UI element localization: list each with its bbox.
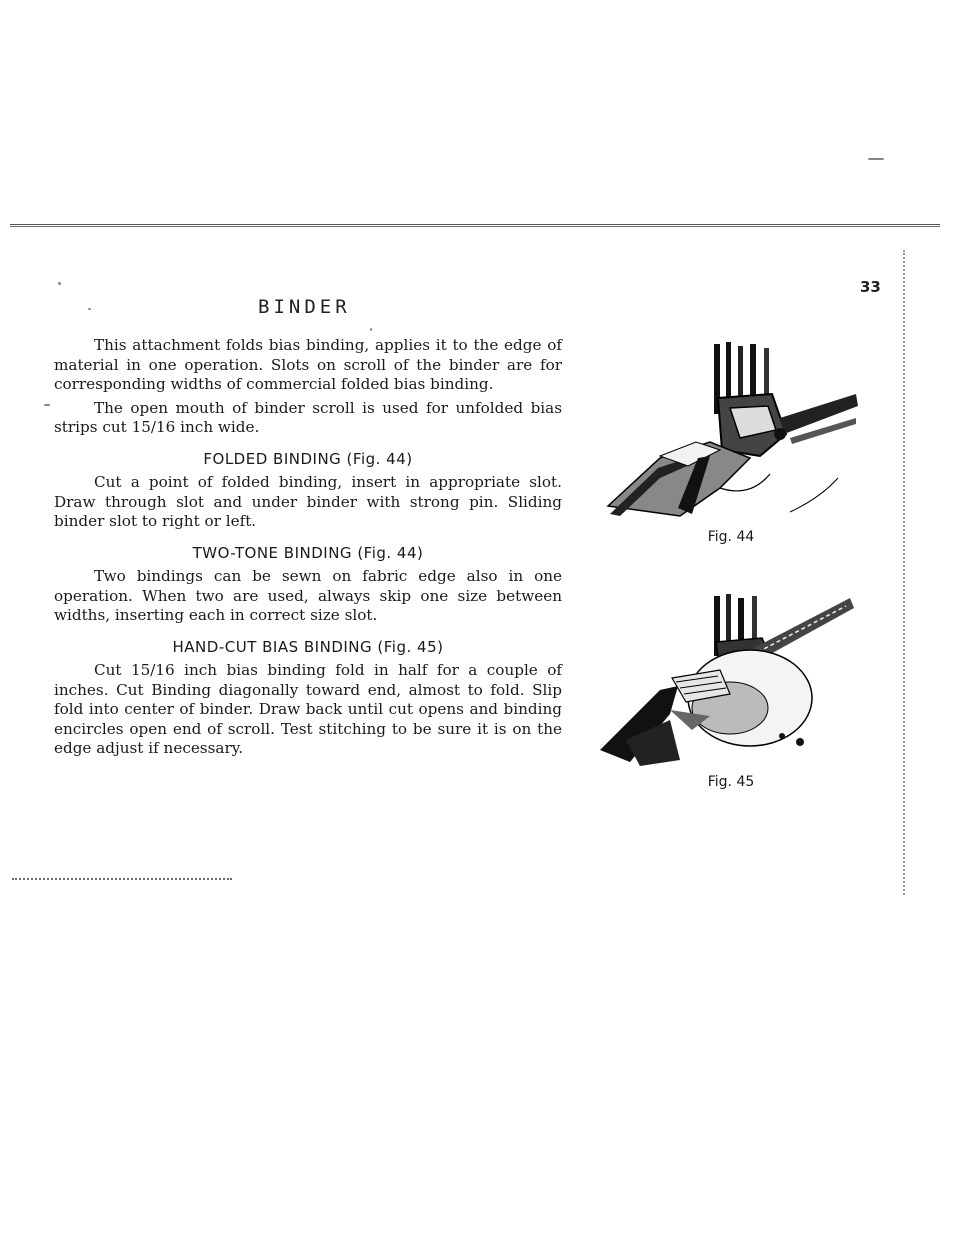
scan-border-top: [10, 224, 940, 230]
section-text: Two bindings can be sewn on fabric edge also in one operation. When two are used, always skip one size between widths, inserting each in correct size slot.: [54, 567, 562, 624]
figure-44: [600, 338, 862, 545]
section-text: Cut 15/16 inch bias binding fold in half for a couple of inches. Cut Binding diagonally toward end, almost to fold. Slip fold into center of binder. Draw back until cut opens and binding encircles open end of scroll. Test stitching to be sure it is on the edge adjust if necessary.: [54, 661, 562, 757]
scan-speck: [868, 158, 884, 160]
scan-speck: [58, 282, 61, 285]
figure-caption: Fig. 45: [707, 774, 755, 790]
section-heading: FOLDED BINDING (Fig. 44): [203, 449, 413, 468]
scan-speck: [44, 404, 50, 406]
scan-speck: [88, 308, 91, 310]
section-text: Cut a point of folded binding, insert in appropriate slot. Draw through slot and under binder with strong pin. Sliding binder slot to right or left.: [54, 473, 562, 530]
intro-paragraph: The open mouth of binder scroll is used for unfolded bias strips cut 15/16 inch wide.: [54, 398, 562, 436]
scan-edge-right: [903, 250, 911, 895]
scan-speck: [370, 328, 372, 331]
section-heading: HAND-CUT BIAS BINDING (Fig. 45): [172, 637, 444, 656]
figure-caption: Fig. 44: [707, 529, 755, 545]
main-text: [54, 336, 562, 763]
intro-paragraph: This attachment folds bias binding, applies it to the edge of material in one operation. Slots on scroll of the binder are for corresponding widths of commercial folded bias binding.: [54, 336, 562, 393]
figure-45: [600, 590, 862, 790]
page-number: 33: [860, 278, 881, 296]
page-title: BINDER: [258, 296, 351, 318]
scan-border-bottom: [12, 878, 232, 883]
binder-illustration-45: [600, 590, 862, 768]
section-heading: TWO-TONE BINDING (Fig. 44): [192, 543, 424, 562]
binder-illustration-44: [600, 338, 862, 523]
